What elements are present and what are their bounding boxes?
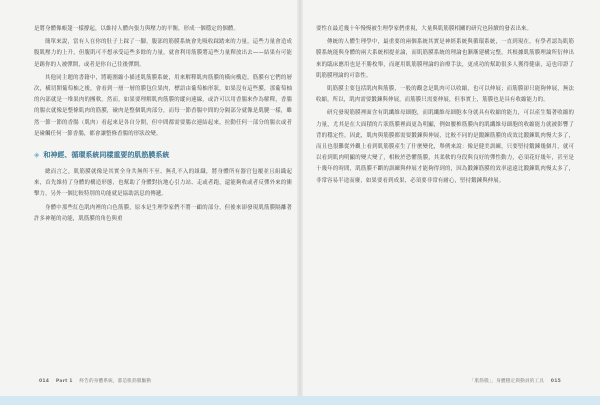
running-title: 終告的身體系統，都是肌筋膜驅動: [79, 379, 152, 384]
page-number: 015: [550, 379, 561, 384]
body-paragraph: 簡單來說，當有人在你的肚子上踩了一腳，腹部的筋膜系統會先吸收踩踏來的力量，這些力量會造成腹肌壓力的上升，但腹肌可不想承受這些多餘的力量，就會利用筋膜將這些力量釋放出去——結果有可能是踢你的人被彈開，或者是你自己往後彈開。: [34, 39, 292, 68]
body-paragraph: 總而言之，肌筋膜就像是其實全身共無所不至、無孔不入的組織，將身體所有器官包覆並且組織起來，首先維持了身體的構造形態，也幫助了身體對抗地心引力站、走或者跑，還能夠收或者反彈外來的衝擊力，另外一個比較特別的功能就是協助訊息的傳遞。: [34, 169, 292, 198]
part-label: Part 1: [55, 379, 73, 384]
page-number: 014: [39, 379, 50, 384]
book-gutter: [297, 0, 303, 405]
body-paragraph: 要性在最近幾十年慢慢被生理學家們重視，大量與肌筋膜相關的研究也陸續的發表出來。: [316, 26, 533, 32]
left-page-footer: [34, 378, 151, 384]
left-page: [34, 24, 292, 227]
running-title: 「肌筋膜」，身體穩定與動員的工具: [469, 379, 545, 384]
body-paragraph: 研究發現筋膜裡面含有肌纖維母細胞，而肌纖維母細胞本身就具有收縮的能力，可以產生類著收縮的力量，尤其是在大面積的片狀筋膜裡面更為明顯，例如腰椎筋膜內的肌纖維母細胞的收縮能力就被影響了背的穩定性。因此，肌肉與筋膜都需要鍛鍊與伸展，比較不同的是鍛鍊筋膜的成效比鍛鍊肌肉慢大多了，而且也很難從外觀上看到肌筋膜產生了什麼變化，舉例來說：像是健美訓練，只要堅持鍛鍊幾個月，就可以看到肌肉明顯的變大變了，相較於恐懼筋膜，其柔軟的身段與良好的彈性動力，必須花好幾年，甚至是十幾年的時間，肌筋膜不斷的訓練與伸展才能夠得到的，因為鍛鍊筋膜的效率遠遠比鍛鍊肌肉慢太多了，非常容易半途而廢，如果要看到成果，必須要非常有耐心，堅持鍛鍊與伸展。: [316, 110, 574, 184]
right-page: [316, 24, 574, 189]
body-paragraph: 肌筋膜主要包括肌肉與筋膜，一般的觀念是肌肉可以收縮，也可以伸展；而筋膜卻只能夠伸展，無法收縮，所以，肌肉需要鍛鍊與伸展，而筋膜只需要伸展，但事實上，筋膜也是具有收縮能力的。: [316, 86, 574, 104]
diamond-bullet-icon: ◈: [34, 151, 40, 160]
bottom-color-band: [0, 396, 600, 405]
body-paragraph: 身體中那些紅色肌肉裡的白色筋膜，原本是生理學家們不將一顧的部分，但後來卻發現肌筋膜隔離著許多神秘的功能，肌筋膜的角色與重: [34, 204, 292, 222]
body-paragraph: 傳統的人體生理學中，最重要的兩個系統其實是神經系統與循環系統，一直到現在，有學者認為肌筋膜系統能與身體的兩大系統相提並論，而肌筋膜系統的理論也漸漸建構完整，其根據肌筋膜理論所衍伸出來的臨床應用也是不勝枚舉，而運用肌筋膜理論的治療手法，更成功的幫助很多人獲得健康，這也印證了肌筋膜理論的可靠性。: [316, 39, 574, 79]
section-heading-text: 和神經、循環系統同樣重要的肌筋膜系統: [43, 151, 170, 160]
body-paragraph: 其他同主題的書籍中，將範圍縮小描述肌筋膜系統，用來解釋肌肉筋膜的橫向構造，筋膜有它們的層次，橫切開葡萄柚之後，會看到一層一層的膜包住果肉，標語由葡萄柚形狀，如果沒有這些膜，那葡萄柚的內部就是一堆果肉的團軟。然而，如果要理解肌肉筋膜的縱向連線，或許可以用香腸來作為解釋，香腸的腸衣就像是整條肌肉的筋膜，碰肉是整個肌肉部分，而每一節香腸中間的分隔部分就像是肌腱一樣，雖然一節一節的香腸（肌肉）看起來是各自分開，但中間都需要腸衣連結起來，拉動任何一部分的腸衣或者是碰觸任何一節香腸，都會讓整條香腸的形狀改變。: [34, 74, 292, 137]
right-page-footer: [470, 378, 566, 384]
section-heading: [34, 150, 292, 160]
body-paragraph: 是將身體像帳篷一樣撐起，以維持人體內張力與壓力的平衡，形成一個穩定的個體。: [34, 26, 240, 32]
